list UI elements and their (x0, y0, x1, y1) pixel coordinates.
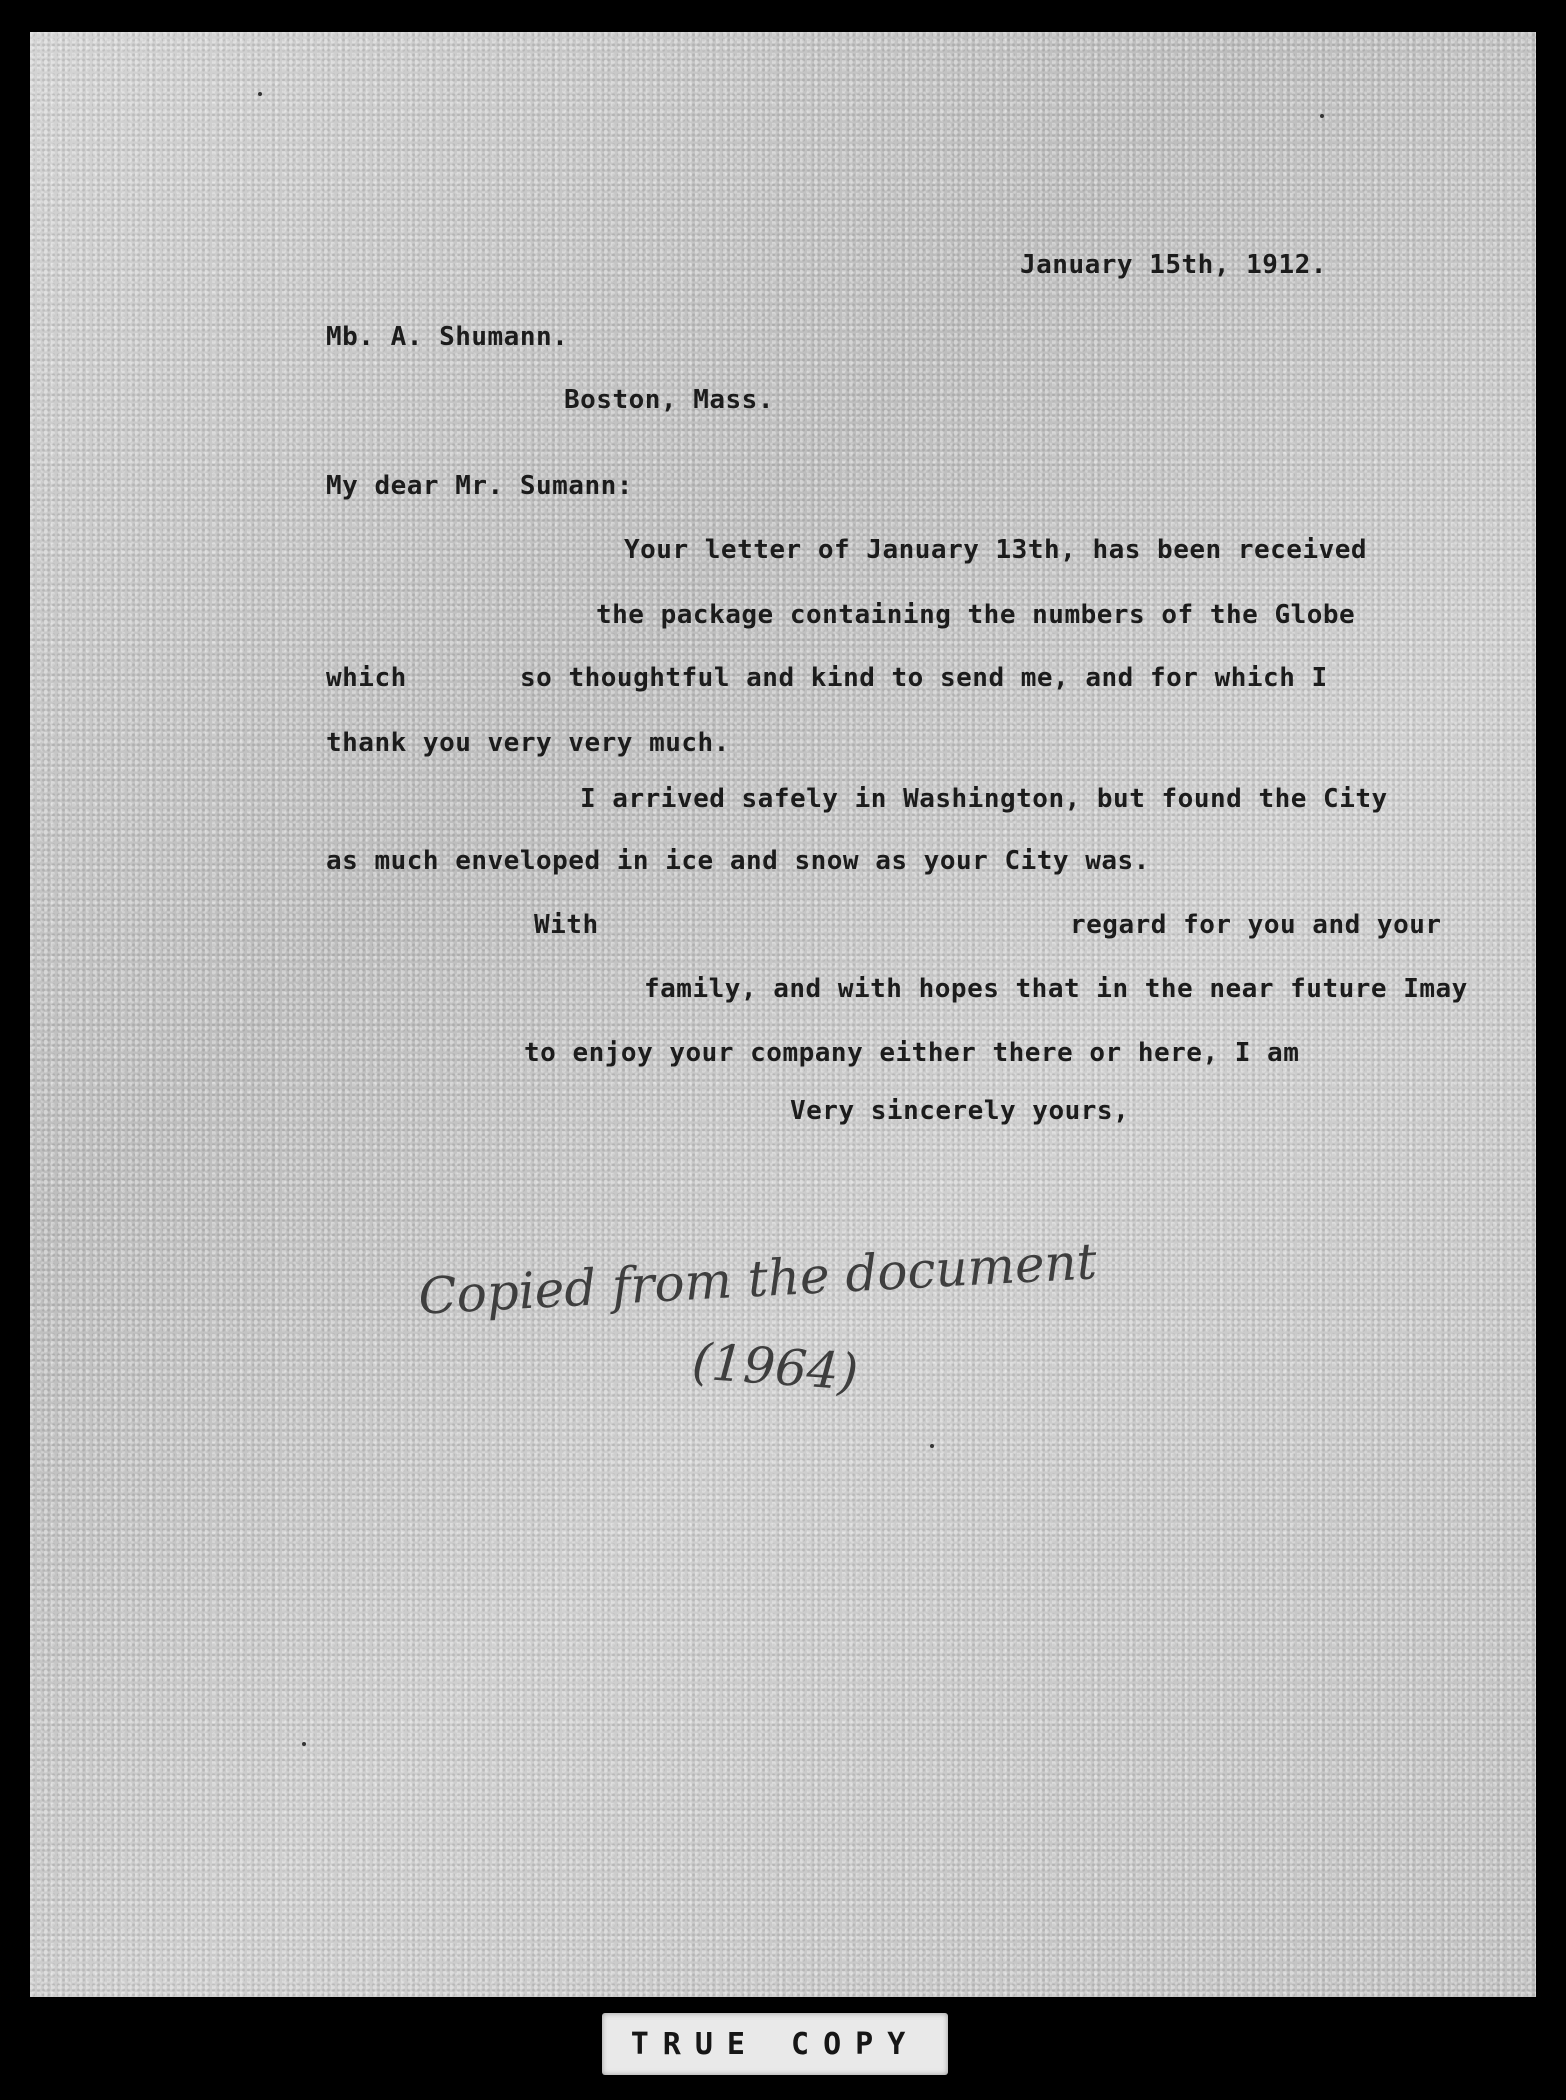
body-line-7b: regard for you and your (1070, 910, 1442, 940)
speck (258, 92, 262, 96)
speck (930, 1444, 934, 1448)
body-line-6: as much enveloped in ice and snow as your City was. (326, 846, 1150, 876)
letter-date: January 15th, 1912. (1020, 250, 1327, 280)
speck (1320, 114, 1324, 118)
letter-page (30, 32, 1536, 1997)
body-line-8: family, and with hopes that in the near future Imay (644, 974, 1468, 1004)
body-line-9: to enjoy your company either there or here, I am (524, 1038, 1300, 1068)
body-line-5: I arrived safely in Washington, but found the City (580, 784, 1388, 814)
recipient-name: Mb. A. Shumann. (326, 322, 569, 352)
speck (302, 1742, 306, 1746)
recipient-city: Boston, Mass. (564, 385, 774, 415)
closing: Very sincerely yours, (790, 1096, 1130, 1126)
body-line-7a: With (534, 910, 599, 940)
stamp-text: TRUE COPY (630, 2026, 920, 2062)
body-line-1: Your letter of January 13th, has been received (624, 535, 1368, 565)
body-line-3a: which (326, 663, 407, 693)
handwritten-note-line2: (1964) (690, 1332, 861, 1402)
body-line-3b: so thoughtful and kind to send me, and for which I (520, 663, 1328, 693)
salutation: My dear Mr. Sumann: (326, 471, 633, 501)
handwritten-note-line1: Copied from the document (416, 1232, 1099, 1326)
true-copy-stamp (602, 2013, 948, 2075)
body-line-2: the package containing the numbers of the Globe (596, 600, 1356, 630)
body-line-4: thank you very very much. (326, 728, 730, 758)
